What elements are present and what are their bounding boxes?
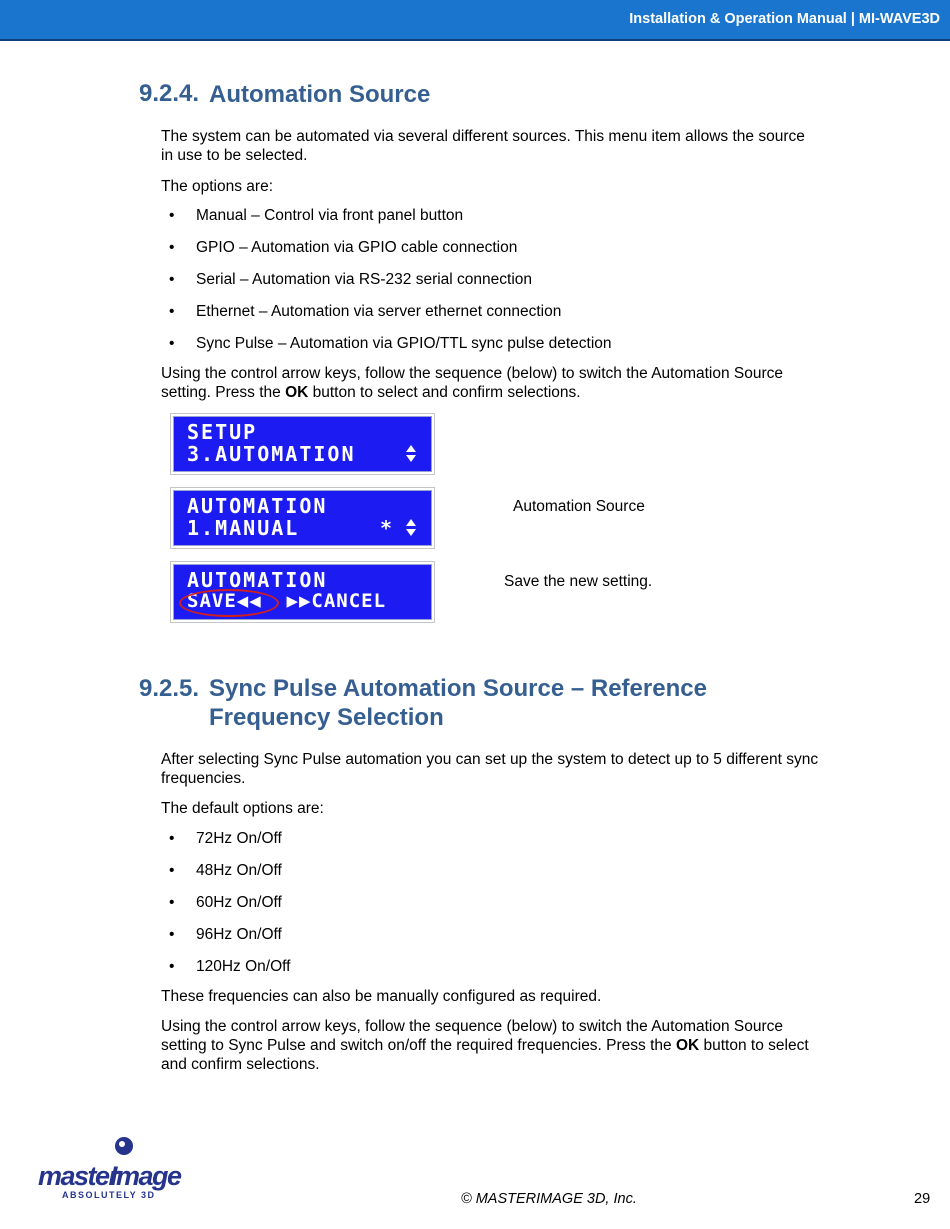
section-number: 9.2.4. [139,80,200,107]
section-intro: After selecting Sync Pulse automation you can set up the system to detect up to 5 different sync frequencies. [161,751,819,787]
section-title-line-2: Frequency Selection [209,704,444,731]
selected-marker: * [379,516,392,540]
svg-text:Image: Image [110,1161,181,1191]
frequency-note: These frequencies can also be manually configured as required. [161,988,602,1005]
document-title: Installation & Operation Manual | MI-WAVE3D [629,11,940,27]
caption-save-setting: Save the new setting. [504,573,653,590]
page-number: 29 [914,1191,931,1207]
up-down-arrow-icon [405,444,417,464]
section-number: 9.2.5. [139,675,200,702]
section-heading-sync-pulse [139,674,839,734]
section-intro: The system can be automated via several different sources. This menu item allows the source in use to be selected. [161,128,805,164]
masterimage-logo [38,1133,188,1203]
lcd-screen-automation-save: AUTOMATION SAVE◀◀ ▶▶CANCEL [170,561,435,623]
svg-text:ABSOLUTELY 3D: ABSOLUTELY 3D [62,1190,156,1200]
up-down-arrow-icon [405,518,417,538]
instructions: Using the control arrow keys, follow the sequence (below) to switch the Automation Source setting. Press the OK button to select and confirm selections. [161,365,784,401]
header-bar [0,0,950,41]
options-label: The options are: [161,178,274,195]
section-title: Automation Source [209,81,431,108]
options-label: The default options are: [161,800,324,817]
instructions: Using the control arrow keys, follow the sequence (below) to switch the Automation Source setting to Sync Pulse and switch on/off the required frequencies. Press the OK button to select and confirm selections. [161,1018,809,1073]
copyright: © MASTERIMAGE 3D, Inc. [461,1191,637,1207]
caption-automation-source: Automation Source [513,498,645,515]
section-title-line-1: Sync Pulse Automation Source – Reference [209,675,707,702]
red-circle-highlight [179,589,279,617]
lcd-screen-automation-manual: AUTOMATION 1.MANUAL * [170,487,435,549]
lcd-screen-setup: SETUP 3.AUTOMATION [170,413,435,475]
svg-text:master: master [38,1161,118,1191]
